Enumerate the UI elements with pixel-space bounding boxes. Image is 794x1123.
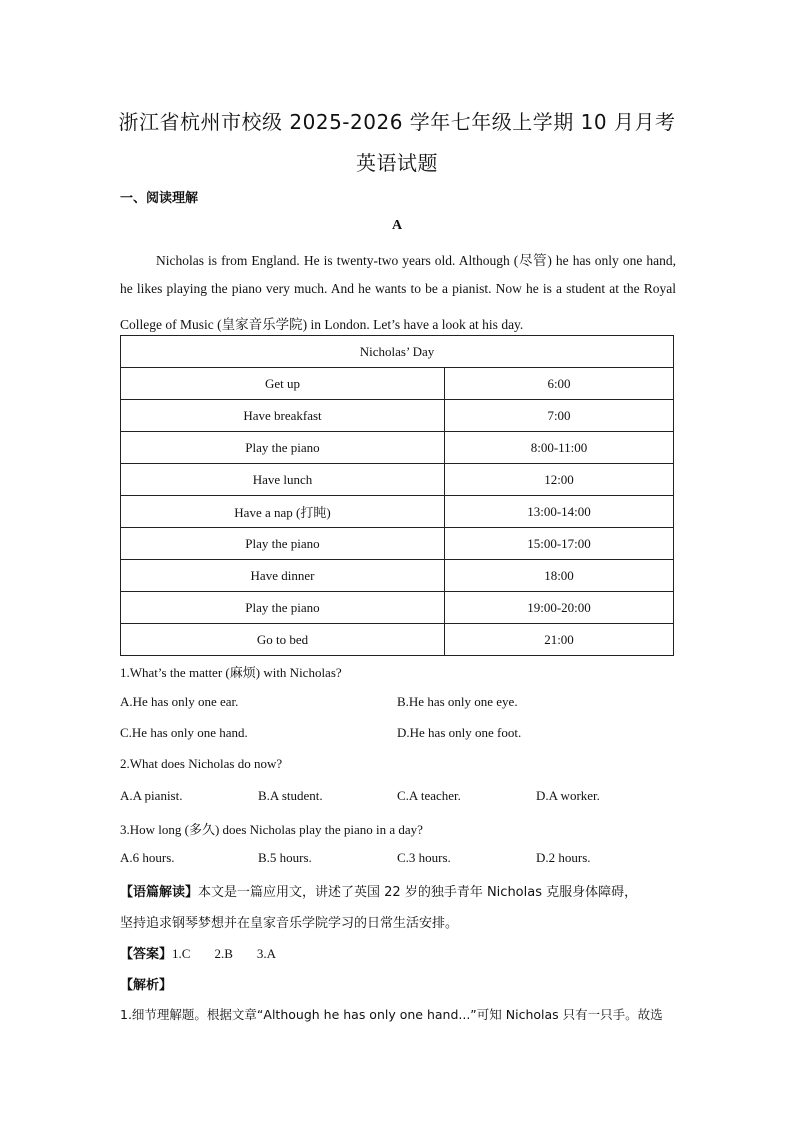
interpretation-label: 【语篇解读】 <box>120 885 199 900</box>
table-caption-row <box>121 336 674 368</box>
time-cell: 13:00-14:00 <box>445 496 674 528</box>
page-subtitle: 英语试题 <box>356 151 438 175</box>
activity-cell: Play the piano <box>121 592 445 624</box>
question-2-option-b: B.A student. <box>258 788 323 803</box>
activity-cell: Have a nap (打盹) <box>121 496 445 528</box>
analysis-label: 【解析】 <box>120 978 173 993</box>
passage-line-1: Nicholas is from England. He is twenty-two years old. Although (尽管) he has only one hand, <box>156 253 676 268</box>
activity-cell: Have dinner <box>121 560 445 592</box>
question-2-option-c: C.A teacher. <box>397 788 461 803</box>
activity-cell: Play the piano <box>121 528 445 560</box>
question-1-option-b: B.He has only one eye. <box>397 694 518 709</box>
time-cell: 18:00 <box>445 560 674 592</box>
interpretation-line-1 <box>120 881 676 900</box>
table-row <box>121 464 674 496</box>
table-row <box>121 560 674 592</box>
time-cell: 19:00-20:00 <box>445 592 674 624</box>
time-cell: 12:00 <box>445 464 674 496</box>
activity-cell: Have breakfast <box>121 400 445 432</box>
table-row <box>121 368 674 400</box>
table-row <box>121 432 674 464</box>
question-1-option-c: C.He has only one hand. <box>120 725 248 740</box>
table-row <box>121 624 674 656</box>
page-title: 浙江省杭州市校级 2025-2026 学年七年级上学期 10 月月考 <box>118 110 676 134</box>
question-3-option-a: A.6 hours. <box>120 850 175 865</box>
time-cell: 6:00 <box>445 368 674 400</box>
answer-1: 1.C <box>172 946 191 961</box>
answer-label: 【答案】 <box>120 947 173 962</box>
question-2-stem: 2.What does Nicholas do now? <box>120 756 283 771</box>
time-cell: 7:00 <box>445 400 674 432</box>
interpretation-text: 本文是一篇应用文，讲述了英国 22 岁的独手青年 Nicholas 克服身体障碍， <box>198 885 638 900</box>
question-1-option-d: D.He has only one foot. <box>397 725 522 740</box>
table-row <box>121 528 674 560</box>
question-3-option-b: B.5 hours. <box>258 850 312 865</box>
table-row <box>121 496 674 528</box>
activity-cell: Play the piano <box>121 432 445 464</box>
table-caption: Nicholas’ Day <box>121 336 674 368</box>
time-cell: 21:00 <box>445 624 674 656</box>
question-3-stem: 3.How long (多久) does Nicholas play the piano in a day? <box>120 822 423 837</box>
analysis-text: 1.细节理解题。根据文章“Although he has only one hand...”可知 Nicholas 只有一只手。故选 <box>120 1007 663 1022</box>
schedule-table <box>120 335 674 656</box>
passage-line-3: College of Music (皇家音乐学院) in London. Let’s have a look at his day. <box>120 317 524 332</box>
question-3-option-d: D.2 hours. <box>536 850 591 865</box>
answer-3: 3.A <box>256 946 276 961</box>
question-1-option-a: A.He has only one ear. <box>120 694 239 709</box>
answer-2: 2.B <box>214 946 233 961</box>
time-cell: 8:00-11:00 <box>445 432 674 464</box>
activity-cell: Get up <box>121 368 445 400</box>
interpretation-line-2: 坚持追求钢琴梦想并在皇家音乐学院学习的日常生活安排。 <box>120 916 459 931</box>
activity-cell: Have lunch <box>121 464 445 496</box>
answer-line <box>120 943 676 962</box>
question-2-option-a: A.A pianist. <box>120 788 183 803</box>
question-2-option-d: D.A worker. <box>536 788 600 803</box>
table-row <box>121 592 674 624</box>
section-heading: 一、阅读理解 <box>120 191 199 206</box>
table-row <box>121 400 674 432</box>
time-cell: 15:00-17:00 <box>445 528 674 560</box>
question-1-stem: 1.What’s the matter (麻烦) with Nicholas? <box>120 665 342 680</box>
question-3-option-c: C.3 hours. <box>397 850 451 865</box>
passage-line-2: he likes playing the piano very much. And he wants to be a pianist. Now he is a student at the Royal <box>120 281 676 296</box>
activity-cell: Go to bed <box>121 624 445 656</box>
passage-label: A <box>391 218 403 233</box>
